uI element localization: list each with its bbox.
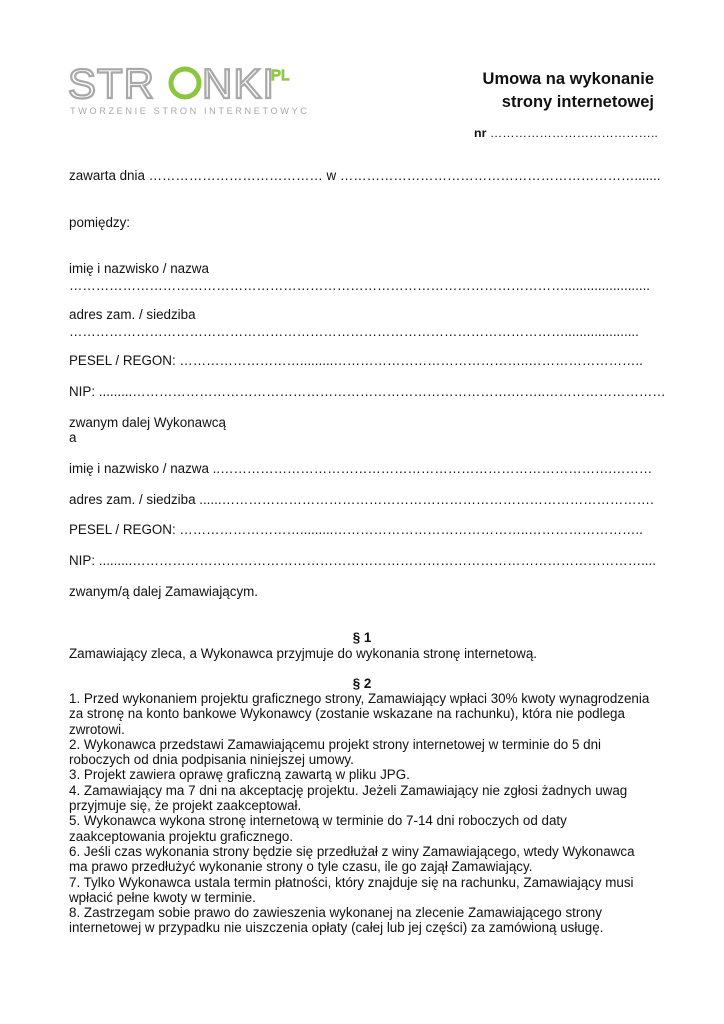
section-2-line: 3. Projekt zawiera oprawę graficzną zawartą w pliku JPG. [69,767,410,783]
logo-brand-text-tail: NKI [202,62,276,107]
client-address: adres zam. / siedziba ......……………………………………………………………………………………. [69,492,654,507]
section-2-line: 1. Przed wykonaniem projektu graficznego strony, Zamawiający wpłaci 30% kwoty wynagrodzenia [69,691,650,706]
contractor-pesel-regon: PESEL / REGON: ……………………….........……………………………………..…………………….. [69,353,643,368]
logo-suffix: PL [271,67,290,84]
section-2-line: 5. Wykonawca wykona stronę internetową w terminie do 7-14 dni roboczych od daty [69,813,567,829]
contractor-nip: NIP: .........………………………………………………………………………….……..……………………… [69,384,666,399]
section-2-line: 6. Jeśli czas wykonania strony będzie się przedłużał z winy Zamawiającego, wtedy Wykonawca [69,843,635,859]
company-logo [68,62,308,122]
section-2-line: zwrotowi. [69,721,125,737]
section-2-line: przyjmuje się, że projekt zaakceptował. [69,798,302,814]
section-2-line: 7. Tylko Wykonawca ustala termin płatności, który znajduje się na rachunku, Zamawiający musi [69,874,634,890]
section-2-line: roboczych od dnia podpisania niniejszej umowy. [69,752,354,768]
nr-dots: ………………………………….. [489,126,658,140]
client-name: imię i nazwisko / nazwa ..…………………………………………………………………………….……… [69,461,653,476]
contract-date-place: zawarta dnia ………………………………… w …………………………………………………………....... [69,168,661,183]
logo-o-mark [171,69,199,97]
contractor-address-label: adres zam. / siedziba [69,307,196,322]
section-2-heading: § 2 [352,676,372,691]
document-title-line1: Umowa na wykonanie [482,70,654,88]
section-2-line: ma prawo przedłużyć wykonanie strony o tyle czasu, ile go zajął Zamawiający. [69,859,533,875]
section-2-line: 4. Zamawiający ma 7 dni na akceptację projektu. Jeżeli Zamawiający nie zgłosi żadnych uwag [69,782,628,798]
contractor-name-label: imię i nazwisko / nazwa [69,261,209,276]
logo-brand-text: STR [68,62,155,107]
section-2-line: 2. Wykonawca przedstawi Zamawiającemu projekt strony internetowej w terminie do 5 dni [69,736,602,752]
nr-label: nr [474,126,487,140]
contract-number [474,126,658,140]
document-title-line2: strony internetowej [501,93,654,111]
section-2-line: zaakceptowania projektu graficznego. [69,828,294,844]
logo-graphic [68,62,308,122]
client-nip: NIP: .........…………………………………………………………………………………………………….... [69,553,656,568]
contractor-name-line: …………………………………………………………………………………………………....................... [69,278,651,293]
client-designation: zwanym/ą dalej Zamawiającym. [69,584,259,599]
contractor-address-line: ………………………………………………………………………………………………….................... [69,324,639,339]
between-label: pomiędzy: [69,215,131,230]
section-2-line: internetowej w przypadku nie uiszczenia opłaty (całej lub jej części) za zamówioną usługę. [69,920,604,936]
section-2-line: wpłacić pełne kwoty w terminie. [69,889,256,905]
logo-tagline: TWORZENIE STRON INTERNETOWYCH [70,106,308,116]
contractor-designation: zwanym dalej Wykonawcą [69,415,226,430]
section-2-body [69,691,659,936]
section-2-line: za stronę na konto bankowe Wykonawcy (zostanie wskazane na rachunku), która nie podlega [69,706,625,722]
section-2-line: 8. Zastrzegam sobie prawo do zawieszenia wykonanej na zlecenie Zamawiającego strony [69,905,602,921]
and-label: a [69,430,77,445]
section-1-text: Zamawiający zleca, a Wykonawca przyjmuje do wykonania stronę internetową. [69,646,538,661]
section-1-heading: § 1 [352,630,372,645]
client-pesel-regon: PESEL / REGON: ……………………….........……………………………………..…………………….. [69,522,643,537]
